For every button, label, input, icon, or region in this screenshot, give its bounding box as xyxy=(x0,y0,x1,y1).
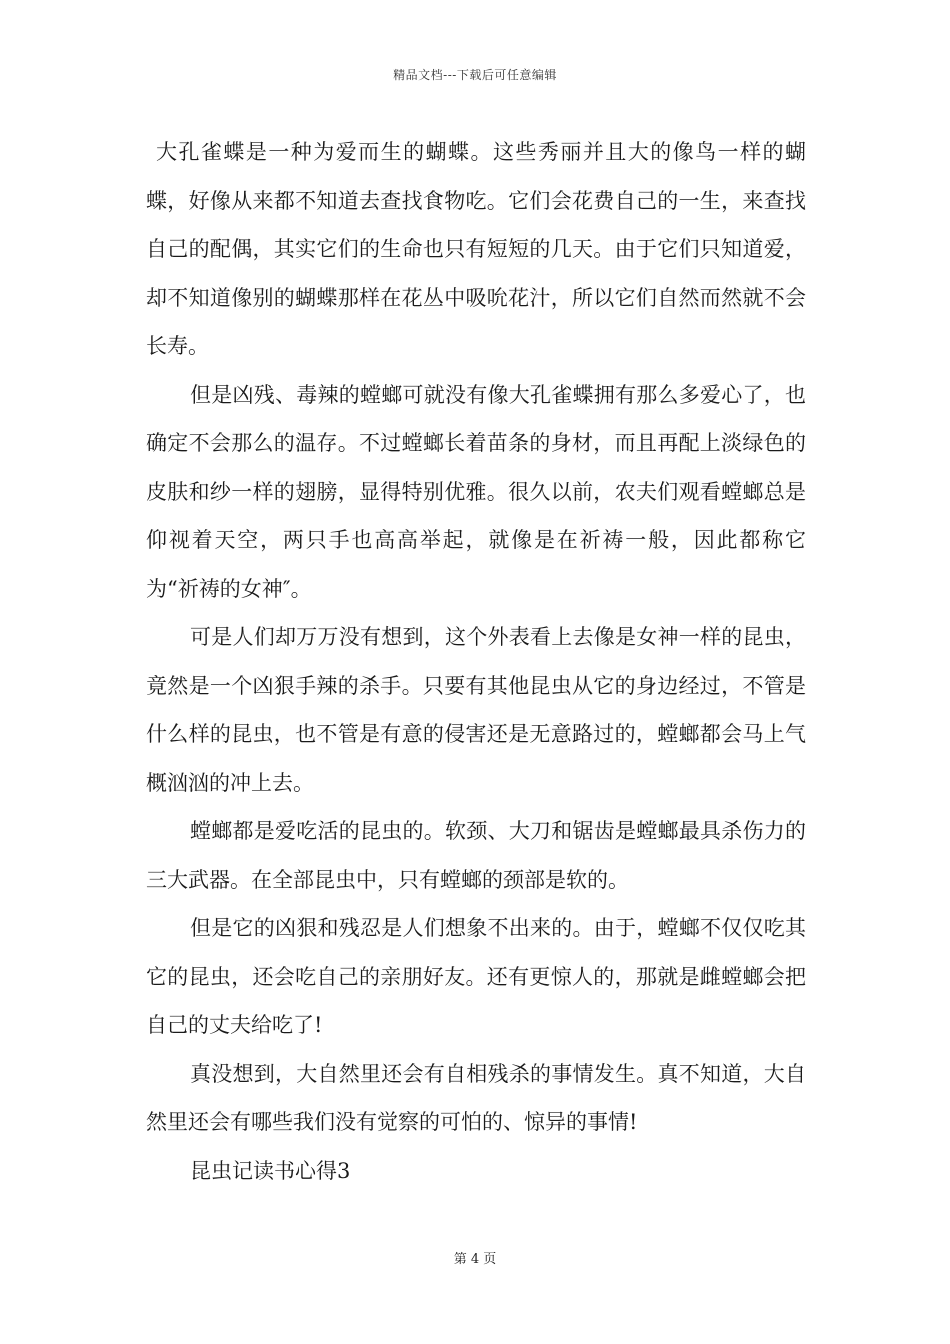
page-header: 精品文档---下载后可任意编辑 xyxy=(393,68,557,82)
paragraph-mantis-weapons: 螳螂都是爱吃活的昆虫的。软颈、大刀和锯齿是螳螂最具杀伤力的三大武器。在全部昆虫中，只有螳螂的颈部是软的。 xyxy=(146,819,806,892)
paragraph-mantis-killer: 可是人们却万万没有想到，这个外表看上去像是女神一样的昆虫，竟然是一个凶狠手辣的杀手。只要有其他昆虫从它的身边经过，不管是什么样的昆虫，也不管是有意的侵害还是无意路过的，螳螂都会马上气概汹汹的冲上去。 xyxy=(146,625,806,795)
paragraph-conclusion: 真没想到，大自然里还会有自相残杀的事情发生。真不知道，大自然里还会有哪些我们没有觉察的可怕的、惊异的事情! xyxy=(146,1061,806,1134)
page-number: 第 4 页 xyxy=(453,1252,497,1267)
paragraph-mantis-intro: 但是凶残、毒辣的螳螂可就没有像大孔雀蝶拥有那么多爱心了，也确定不会那么的温存。不过螳螂长着苗条的身材，而且再配上淡绿色的皮肤和纱一样的翅膀，显得特别优雅。很久以前，农夫们观看螳螂总是仰视着天空，两只手也高高举起，就像是在祈祷一般，因此都称它为“祈祷的女神″。 xyxy=(146,382,806,601)
paragraph-mantis-cruelty: 但是它的凶狠和残忍是人们想象不出来的。由于，螳螂不仅仅吃其它的昆虫，还会吃自己的亲朋好友。还有更惊人的，那就是雌螳螂会把自己的丈夫给吃了! xyxy=(146,916,806,1037)
document-body xyxy=(146,128,806,1195)
section-heading: 昆虫记读书心得3 xyxy=(190,1158,351,1183)
paragraph-butterfly: 大孔雀蝶是一种为爱而生的蝴蝶。这些秀丽并且大的像鸟一样的蝴蝶，好像从来都不知道去查找食物吃。它们会花费自己的一生，来查找自己的配偶，其实它们的生命也只有短短的几天。由于它们只知道爱，却不知道像别的蝴蝶那样在花丛中吸吮花汁，所以它们自然而然就不会长寿。 xyxy=(146,140,806,358)
